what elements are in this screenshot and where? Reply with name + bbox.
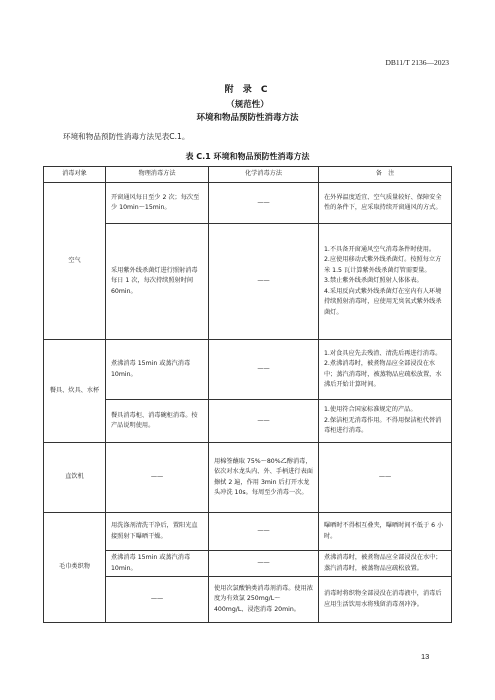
chemical-method: 使用次氯酸钠类消毒剂消毒。使用浓度为有效氯 250mg/L～400mg/L、浸泡消毒 20min。 (209, 577, 319, 623)
chemical-method: —— (209, 400, 319, 443)
physical-method: 煮沸消毒 15min 或蒸汽消毒 10min。 (106, 340, 209, 400)
table-row (44, 513, 452, 551)
notes-cell: 消毒时将织物全部浸没在消毒液中，消毒后应用生活饮用水将残留消毒剂冲净。 (319, 577, 452, 623)
chemical-method: —— (209, 551, 319, 577)
object-towels: 毛巾类织物 (44, 513, 106, 623)
object-tableware: 餐具、炊具、水杯 (44, 340, 106, 443)
appendix-label: 附 录 C (224, 85, 271, 95)
header-physical: 物理消毒方法 (106, 167, 209, 183)
note-line: 2.煮沸消毒时，被煮物品应全部浸没在水中；蒸汽消毒时，被蒸物品应疏松放置，水沸后开始计算时间。 (324, 360, 442, 388)
physical-method: —— (106, 577, 209, 623)
page-number: 13 (421, 652, 430, 661)
note-line: 1.不具备开窗通风空气消毒条件时使用。 (324, 245, 436, 253)
chemical-method: —— (209, 224, 319, 340)
header-object: 消毒对象 (44, 167, 106, 183)
note-line: 2.应使用移动式紫外线杀菌灯。按照每立方米 1.5 瓦计算紫外线杀菌灯管需要量。 (324, 256, 442, 274)
physical-method: 煮沸消毒 15min 或蒸汽消毒 10min。 (106, 551, 209, 577)
note-line: 3.禁止紫外线杀菌灯照射人体体表。 (324, 277, 423, 285)
physical-method: —— (106, 443, 209, 513)
physical-method: 开窗通风每日至少 2 次；每次至少 10min～15min。 (106, 183, 209, 224)
notes-cell: —— (319, 443, 452, 513)
notes-cell: 煮沸消毒时，被煮物品应全部浸没在水中；蒸汽消毒时，被蒸物品应疏松放置。 (319, 551, 452, 577)
chemical-method: —— (209, 513, 319, 551)
note-line: 1.对食具应先去残渣、清洗后再进行消毒。 (324, 349, 442, 357)
chemical-method: —— (209, 340, 319, 400)
header-notes: 备 注 (319, 167, 452, 183)
physical-method: 采用紫外线杀菌灯进行照射消毒每日 1 次，每次持续照射时间 60min。 (106, 224, 209, 340)
header-chemical: 化学消毒方法 (209, 167, 319, 183)
appendix-title: 环境和物品预防性消毒方法 (196, 113, 299, 123)
table-row (44, 183, 452, 224)
object-dispenser: 直饮机 (44, 443, 106, 513)
table-row (44, 340, 452, 400)
object-air: 空气 (44, 183, 106, 340)
intro-text: 环境和物品预防性消毒方法见表C.1。 (63, 132, 190, 141)
document-number: DB11/T 2136—2023 (385, 58, 449, 67)
notes-cell: 曝晒时不得相互叠夹，曝晒时间不低于 6 小时。 (319, 513, 452, 551)
table-row (44, 224, 452, 340)
chemical-method: —— (209, 183, 319, 224)
notes-cell (319, 183, 452, 224)
table-row (44, 443, 452, 513)
note-line: 1.使用符合国家标准规定的产品。 (324, 406, 417, 414)
table-row (44, 551, 452, 577)
table-row (44, 400, 452, 443)
notes-cell (319, 340, 452, 400)
physical-method: 餐具消毒柜、消毒碗柜消毒。按产品说明使用。 (106, 400, 209, 443)
table-header-row (44, 167, 452, 183)
appendix-nature: （规范性） (226, 100, 269, 110)
note-line: 2.保洁柜无消毒作用。不得用保洁柜代替消毒柜进行消毒。 (324, 416, 442, 435)
physical-method: 用洗涤剂清洗干净后，置阳光直接照射下曝晒干燥。 (106, 513, 209, 551)
table-row (44, 577, 452, 623)
note-line: 4.采用反向式紫外线杀菌灯在室内有人环境持续照射消毒时，应使用无臭氧式紫外线杀菌灯。 (324, 287, 442, 316)
note-line: 在外界温度适宜、空气质量较好、保障安全性的条件下，应采取持续开窗通风的方式。 (324, 193, 442, 211)
table-caption: 表 C.1 环境和物品预防性消毒方法 (185, 152, 310, 161)
chemical-method: 用棉签蘸取 75%～80%乙醇消毒，依次对水龙头内、外、手柄进行表面擦拭 2 遍，作用 3min 后打开水龙头冲洗 10s。每周至少消毒一次。 (209, 443, 319, 513)
notes-cell (319, 224, 452, 340)
disinfection-table (43, 166, 452, 623)
notes-cell (319, 400, 452, 443)
